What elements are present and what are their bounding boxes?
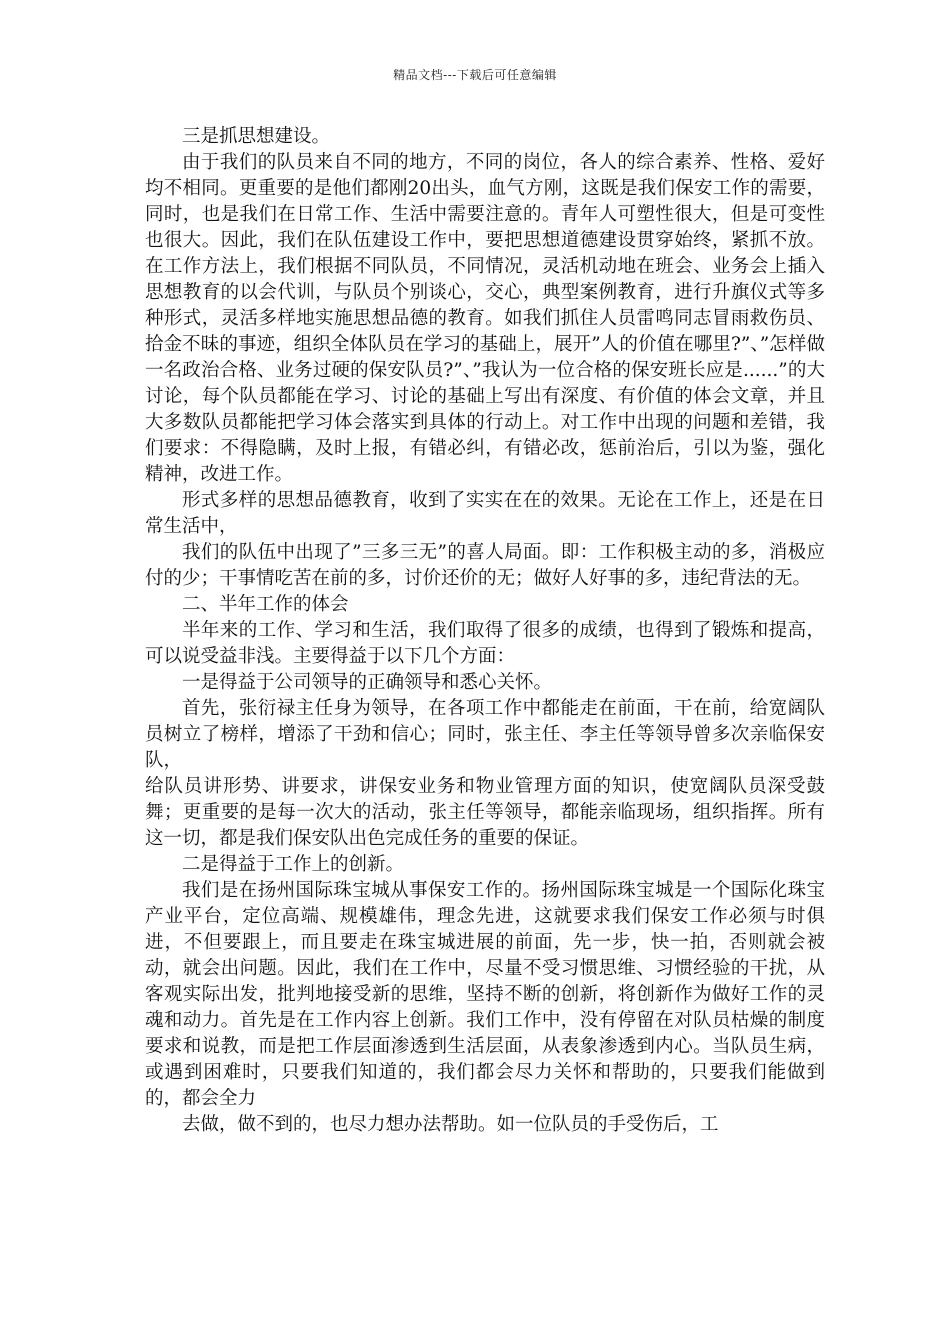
paragraph: 给队员讲形势、讲要求，讲保安业务和物业管理方面的知识，使宽阔队员深受鼓舞；更重要的是每一次大的活动，张主任等领导，都能亲临现场，组织指挥。所有这一切，都是我们保安队出色完成任务的重要的保证。: [145, 776, 825, 849]
paragraph: 半年来的工作、学习和生活，我们取得了很多的成绩，也得到了锻炼和提高，可以说受益非浅。主要得益于以下几个方面：: [145, 620, 825, 667]
paragraph: 由于我们的队员来自不同的地方，不同的岗位，各人的综合素养、性格、爱好均不相同。更重要的是他们都刚20出头，血气方刚，这既是我们保安工作的需要，同时，也是我们在日常工作、生活中需要注意的。青年人可塑性很大，但是可变性也很大。因此，我们在队伍建设工作中，要把思想道德建设贯穿始终，紧抓不放。在工作方法上，我们根据不同队员，不同情况，灵活机动地在班会、业务会上插入思想教育的以会代训，与队员个别谈心，交心，典型案例教育，进行升旗仪式等多种形式，灵活多样地实施思想品德的教育。如我们抓住人员雷鸣同志冒雨救伤员、拾金不昧的事迹，组织全体队员在学习的基础上，展开”人的价值在哪里?”、”怎样做一名政治合格、业务过硬的保安队员?”、”我认为一位合格的保安班长应是......”的大讨论，每个队员都能在学习、讨论的基础上写出有深度、有价值的体会文章，并且大多数队员都能把学习体会落实到具体的行动上。对工作中出现的问题和差错，我们要求：不得隐瞒，及时上报，有错必纠，有错必改，惩前治后，引以为鉴，强化精神，改进工作。: [145, 152, 825, 485]
paragraph: 首先，张衍禄主任身为领导，在各项工作中都能走在前面，干在前，给宽阔队员树立了榜样，增添了干劲和信心；同时，张主任、李主任等领导曾多次亲临保安队，: [145, 698, 825, 771]
page-header: 精品文档---下载后可任意编辑: [393, 68, 557, 82]
document-body: [145, 124, 825, 1138]
paragraph: 二、半年工作的体会: [182, 594, 349, 615]
paragraph: 我们的队伍中出现了”三多三无”的喜人局面。即：工作积极主动的多，消极应付的少；干事情吃苦在前的多，讨价还价的无；做好人好事的多，违纪背法的无。: [145, 542, 825, 589]
paragraph: 我们是在扬州国际珠宝城从事保安工作的。扬州国际珠宝城是一个国际化珠宝产业平台，定位高端、规模雄伟，理念先进，这就要求我们保安工作必须与时俱进，不但要跟上，而且要走在珠宝城进展的前面，先一步，快一拍，否则就会被动，就会出问题。因此，我们在工作中，尽量不受习惯思维、习惯经验的干扰，从客观实际出发，批判地接受新的思维，坚持不断的创新，将创新作为做好工作的灵魂和动力。首先是在工作内容上创新。我们工作中，没有停留在对队员枯燥的制度要求和说教，而是把工作层面渗透到生活层面，从表象渗透到内心。当队员生病，或遇到困难时，只要我们知道的，我们都会尽力关怀和帮助的，只要我们能做到的，都会全力: [145, 880, 825, 1109]
paragraph: 形式多样的思想品德教育，收到了实实在在的效果。无论在工作上，还是在日常生活中，: [145, 490, 825, 537]
paragraph: 三是抓思想建设。: [182, 126, 331, 147]
paragraph: 二是得益于工作上的创新。: [182, 854, 405, 875]
paragraph: 一是得益于公司领导的正确领导和悉心关怀。: [182, 672, 553, 693]
paragraph: 去做，做不到的，也尽力想办法帮助。如一位队员的手受伤后，工: [182, 1114, 719, 1135]
